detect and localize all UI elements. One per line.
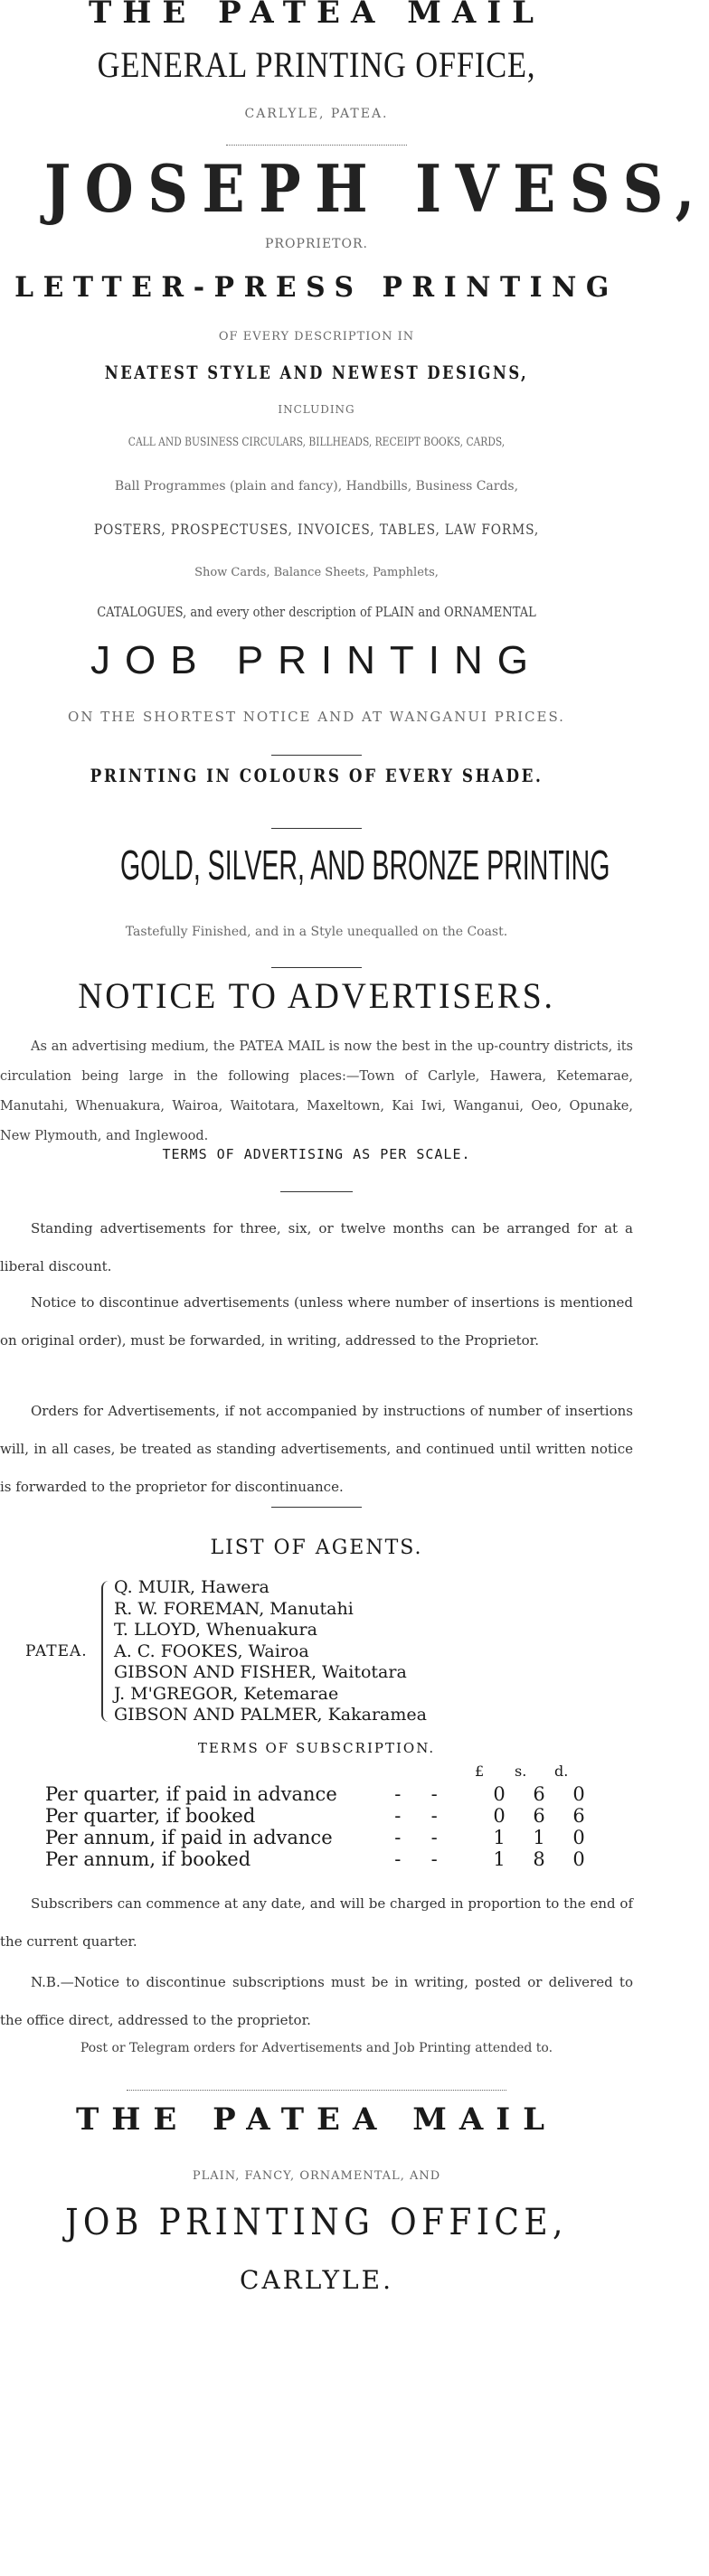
agent-item: T. LLOYD, Whenuakura — [114, 1620, 317, 1640]
agents-heading: LIST OF AGENTS. — [210, 1537, 423, 1559]
subscription-para-2: N.B.—Notice to discontinue subscriptions must be in writing, posted or delivered to the office direct, addressed to the proprietor. — [0, 1974, 633, 2028]
services-sub: OF EVERY DESCRIPTION IN — [218, 330, 415, 343]
metals-sub: Tastefully Finished, and in a Style unequalled on the Coast. — [125, 925, 508, 939]
agents-label: PATEA. — [25, 1642, 88, 1660]
services-line-3: POSTERS, PROSPECTUSES, INVOICES, TABLES, LAW FORMS, — [93, 521, 540, 538]
services-line-4: Show Cards, Balance Sheets, Pamphlets, — [194, 566, 439, 579]
divider — [271, 755, 362, 756]
shortest-notice-line: ON THE SHORTEST NOTICE AND AT WANGANUI PRICES. — [68, 709, 565, 725]
rate-value: 6 — [572, 1805, 585, 1827]
colours-heading: PRINTING IN COLOURS OF EVERY SHADE. — [90, 765, 544, 786]
unit-label: £ — [475, 1763, 485, 1780]
rate-row — [45, 1827, 599, 1848]
rate-value: 0 — [493, 1783, 506, 1805]
divider — [271, 967, 362, 968]
terms-advertising-heading: TERMS OF ADVERTISING AS PER SCALE. — [162, 1146, 471, 1162]
services-line-2: Ball Programmes (plain and fancy), Handbills, Business Cards, — [114, 479, 519, 494]
agent-item: R. W. FOREMAN, Manutahi — [114, 1598, 354, 1619]
letterpress-heading: LETTER-PRESS PRINTING — [14, 271, 619, 304]
metals-heading: GOLD, SILVER, AND BRONZE PRINTING — [120, 841, 610, 888]
rate-label: Per annum, if booked — [45, 1848, 251, 1870]
rate-value: 1 — [533, 1827, 545, 1848]
footer-sub: PLAIN, FANCY, ORNAMENTAL, AND — [192, 2169, 441, 2183]
rate-value: 0 — [572, 1783, 585, 1805]
agent-item: GIBSON AND PALMER, Kakaramea — [114, 1705, 427, 1725]
footer-office: JOB PRINTING OFFICE, — [65, 2202, 568, 2243]
rate-value: 0 — [572, 1827, 585, 1848]
unit-label: s. — [515, 1763, 527, 1780]
job-printing-heading: JOB PRINTING — [90, 638, 544, 682]
divider — [271, 828, 362, 829]
subscription-para-3: Post or Telegram orders for Advertisements and Job Printing attended to. — [80, 2041, 553, 2055]
rate-value: 6 — [533, 1783, 545, 1805]
divider — [280, 1191, 353, 1192]
agent-item: A. C. FOOKES, Wairoa — [114, 1641, 309, 1661]
rate-dashes: - - — [394, 1805, 438, 1827]
divider-dotted — [127, 2090, 506, 2091]
notice-para-1: Standing advertisements for three, six, or twelve months can be arranged for at a liberal discount. — [0, 1220, 633, 1274]
notice-para-3: Orders for Advertisements, if not accompanied by instructions of number of insertions will, in all cases, be treated as standing advertisements, and continued until written notice is forwarded to the proprietor for discontinuance. — [0, 1403, 633, 1495]
notice-heading: NOTICE TO ADVERTISERS. — [78, 975, 555, 1016]
rate-dashes: - - — [394, 1848, 438, 1870]
rate-value: 0 — [493, 1805, 506, 1827]
rate-dashes: - - — [394, 1783, 438, 1805]
rate-dashes: - - — [394, 1827, 438, 1848]
rate-row — [45, 1783, 599, 1805]
masthead-title: THE PATEA MAIL — [88, 0, 545, 31]
services-line-1: CALL AND BUSINESS CIRCULARS, BILLHEADS, RECEIPT BOOKS, CARDS, — [128, 436, 506, 449]
rate-value: 1 — [493, 1827, 506, 1848]
rate-label: Per quarter, if booked — [45, 1805, 256, 1827]
rate-label: Per quarter, if paid in advance — [45, 1783, 337, 1805]
rate-row — [45, 1805, 599, 1827]
rate-value: 6 — [533, 1805, 545, 1827]
subscription-heading: TERMS OF SUBSCRIPTION. — [197, 1740, 436, 1756]
masthead-location: CARLYLE, PATEA. — [244, 107, 389, 121]
divider-dotted — [226, 145, 407, 146]
agent-item: Q. MUIR, Hawera — [114, 1577, 269, 1597]
proprietor-role: PROPRIETOR. — [265, 237, 368, 251]
rate-value: 8 — [533, 1848, 545, 1870]
unit-label: d. — [554, 1763, 569, 1780]
rate-row — [45, 1848, 599, 1870]
notice-para-2: Notice to discontinue advertisements (unless where number of insertions is mentioned on original order), must be forwarded, in writing, addressed to the Proprietor. — [0, 1294, 633, 1349]
proprietor-name: JOSEPH IVESS, — [44, 150, 709, 227]
neatest-style-line: NEATEST STYLE AND NEWEST DESIGNS, — [104, 362, 529, 383]
footer-place: CARLYLE. — [240, 2265, 393, 2295]
subscription-rates-table — [45, 1783, 599, 1870]
agent-item: GIBSON AND FISHER, Waitotara — [114, 1662, 407, 1682]
agents-list — [114, 1577, 427, 1726]
including-label: INCLUDING — [278, 403, 355, 416]
divider — [271, 1507, 362, 1508]
rate-value: 0 — [572, 1848, 585, 1870]
subscription-para-1: Subscribers can commence at any date, and will be charged in proportion to the end of the current quarter. — [0, 1895, 633, 1950]
footer-title: THE PATEA MAIL — [75, 2101, 558, 2138]
rate-value: 1 — [493, 1848, 506, 1870]
masthead-office: GENERAL PRINTING OFFICE, — [97, 44, 536, 85]
agents-brace — [101, 1581, 110, 1722]
rate-label: Per annum, if paid in advance — [45, 1827, 333, 1848]
agent-item: J. M'GREGOR, Ketemarae — [114, 1683, 339, 1704]
services-line-5: CATALOGUES, and every other description of PLAIN and ORNAMENTAL — [97, 604, 536, 620]
notice-intro: As an advertising medium, the PATEA MAIL is now the best in the up-country districts, its circulation being large in the following places:—Town of Carlyle, Hawera, Ketemarae, Manutahi, Whenuakura, Wairoa, Waitotara, Maxeltown, Kai Iwi, Wanganui, Oeo, Opunake, New Plymouth, and Inglewood. — [0, 1039, 633, 1143]
